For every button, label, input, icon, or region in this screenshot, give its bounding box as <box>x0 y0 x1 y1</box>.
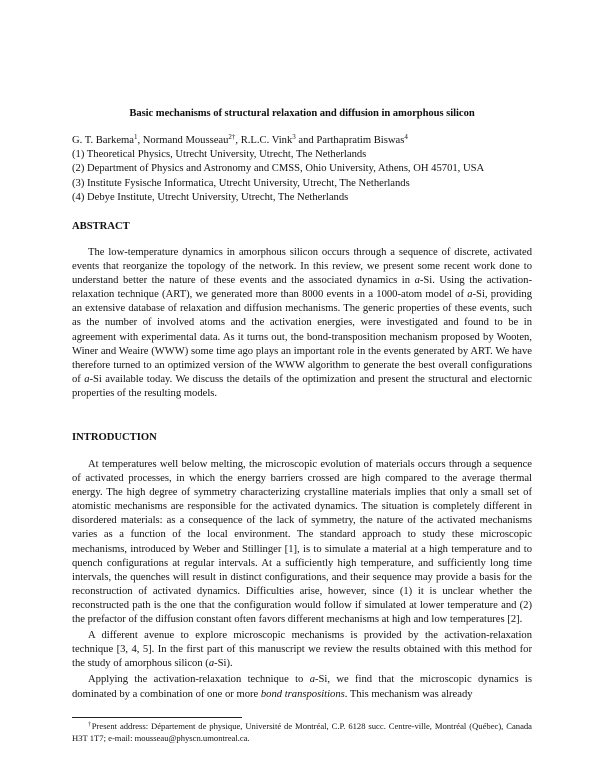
affiliation: (2) Department of Physics and Astronomy and CMSS, Ohio University, Athens, OH 45701, USA <box>72 163 485 175</box>
author-separator: , <box>235 135 241 146</box>
abstract-body <box>72 246 532 401</box>
author-line <box>72 134 542 148</box>
introduction-heading: INTRODUCTION <box>72 432 157 443</box>
author-name: G. T. Barkema <box>72 135 134 146</box>
footnote <box>72 720 532 744</box>
italic-run: a <box>414 275 420 287</box>
emphasis-run: bond transpositions <box>260 688 345 700</box>
author-name: Parthapratim Biswas <box>316 135 405 146</box>
author-affiliation-mark: 4 <box>404 133 408 141</box>
italic-run: a <box>84 373 90 385</box>
intro-paragraph <box>72 673 532 701</box>
text-run: . This mechanism was already <box>344 688 473 700</box>
author-name: R.L.C. Vink <box>240 135 293 146</box>
affiliation: (3) Institute Fysische Informatica, Utrecht University, Utrecht, The Netherlands <box>72 177 410 189</box>
author-affiliation-mark: 3 <box>292 133 296 141</box>
author-block <box>72 134 542 205</box>
author-name: Normand Mousseau <box>142 135 229 146</box>
affiliation: (1) Theoretical Physics, Utrecht University, Utrecht, The Netherlands <box>72 149 367 161</box>
affiliation: (4) Debye Institute, Utrecht University, Utrecht, The Netherlands <box>72 191 349 203</box>
author-separator: , <box>137 135 143 146</box>
text-run: -Si). <box>214 658 233 670</box>
italic-run: a <box>309 674 315 686</box>
introduction-body <box>72 458 532 702</box>
text-run: -Si available today. We discuss the details of the optimization and present the structural and electornic properties of the resulting models. <box>72 373 532 399</box>
intro-paragraph <box>72 629 532 671</box>
text-run: A different avenue to explore microscopic mechanisms is provided by the activation-relaxation technique [3, 4, 5]. In the first part of this manuscript we review the results obtained with this method for the study of amorphous silicon ( <box>72 630 532 670</box>
footnote-text: Present address: Département de physique, Université de Montréal, C.P. 6128 succ. Centre-ville, Montréal (Québec), Canada H3T 1T7; e-mail: mousseau@physcn.umontreal.ca. <box>72 721 532 743</box>
footnote-paragraph <box>72 720 532 744</box>
italic-run: a <box>467 289 473 301</box>
footnote-mark: † <box>88 722 92 728</box>
author-affiliation-mark: 1 <box>133 133 138 141</box>
paper-title: Basic mechanisms of structural relaxation and diffusion in amorphous silicon <box>129 108 475 119</box>
text-run: -Si, providing an extensive database of relaxation and diffusion mechanisms. The generic properties of these events, such as the number of involved atoms and the activation energies, were investigated and found to be in agreement with experimental data. As it turns out, the bond-transposition mechanism proposed by Wooten, Winer and Weaire (WWW) some time ago plays an important role in the events generated by ART. We have therefore turned to an optimized version of the WWW algorithm to generate the best overall configurations of <box>72 289 532 385</box>
italic-run: a <box>208 658 215 670</box>
text-run: Applying the activation-relaxation technique to <box>88 674 310 686</box>
footnote-divider <box>72 717 242 718</box>
text-run: -Si. Using the activation-relaxation technique (ART), we generated more than 8000 events in a 1000-atom model of <box>72 275 532 301</box>
author-affiliation-mark: 2† <box>228 133 236 141</box>
text-run: -Si, we find that the microscopic dynamics is dominated by a combination of one or more <box>72 674 532 700</box>
intro-paragraph: At temperatures well below melting, the microscopic evolution of materials occurs through a sequence of activated processes, in which the energy barriers crossed are high compared to the average thermal energy. The high degree of symmetry characterizing crystalline materials implies that only a small set of atomistic mechanisms are responsible for the activated dynamics. The situation is completely different in disordered materials: as a consequence of the lack of symmetry, the nature of the activated mechanisms varies as a function of the local environment. The standard approach to study these microscopic mechanisms, introduced by Weber and Stillinger [1], is to simulate a material at a high temperature and to quench configurations at regular intervals. At a sufficiently high temperature, and sufficiently long time intervals, the quenches will result in distinct configurations, and their sequence may provide a basis for the reconstruction of activated dynamics. Difficulties arise, however, since (1) it is unclear whether the reconstructed path is the one that the configuration would follow if simulated at lower temperature and (2) the prefactor of the diffusion constant often favors different mechanisms at high and low temperatures [2]. <box>72 459 532 626</box>
author-separator: and <box>295 135 317 146</box>
abstract-heading: ABSTRACT <box>72 221 130 232</box>
abstract-paragraph <box>72 246 532 401</box>
text-run: The low-temperature dynamics in amorphous silicon occurs through a sequence of discrete, activated events that reorganize the topology of the network. In this review, we present some recent work done to understand better the nature of these events and the associated dynamics in <box>72 247 532 287</box>
